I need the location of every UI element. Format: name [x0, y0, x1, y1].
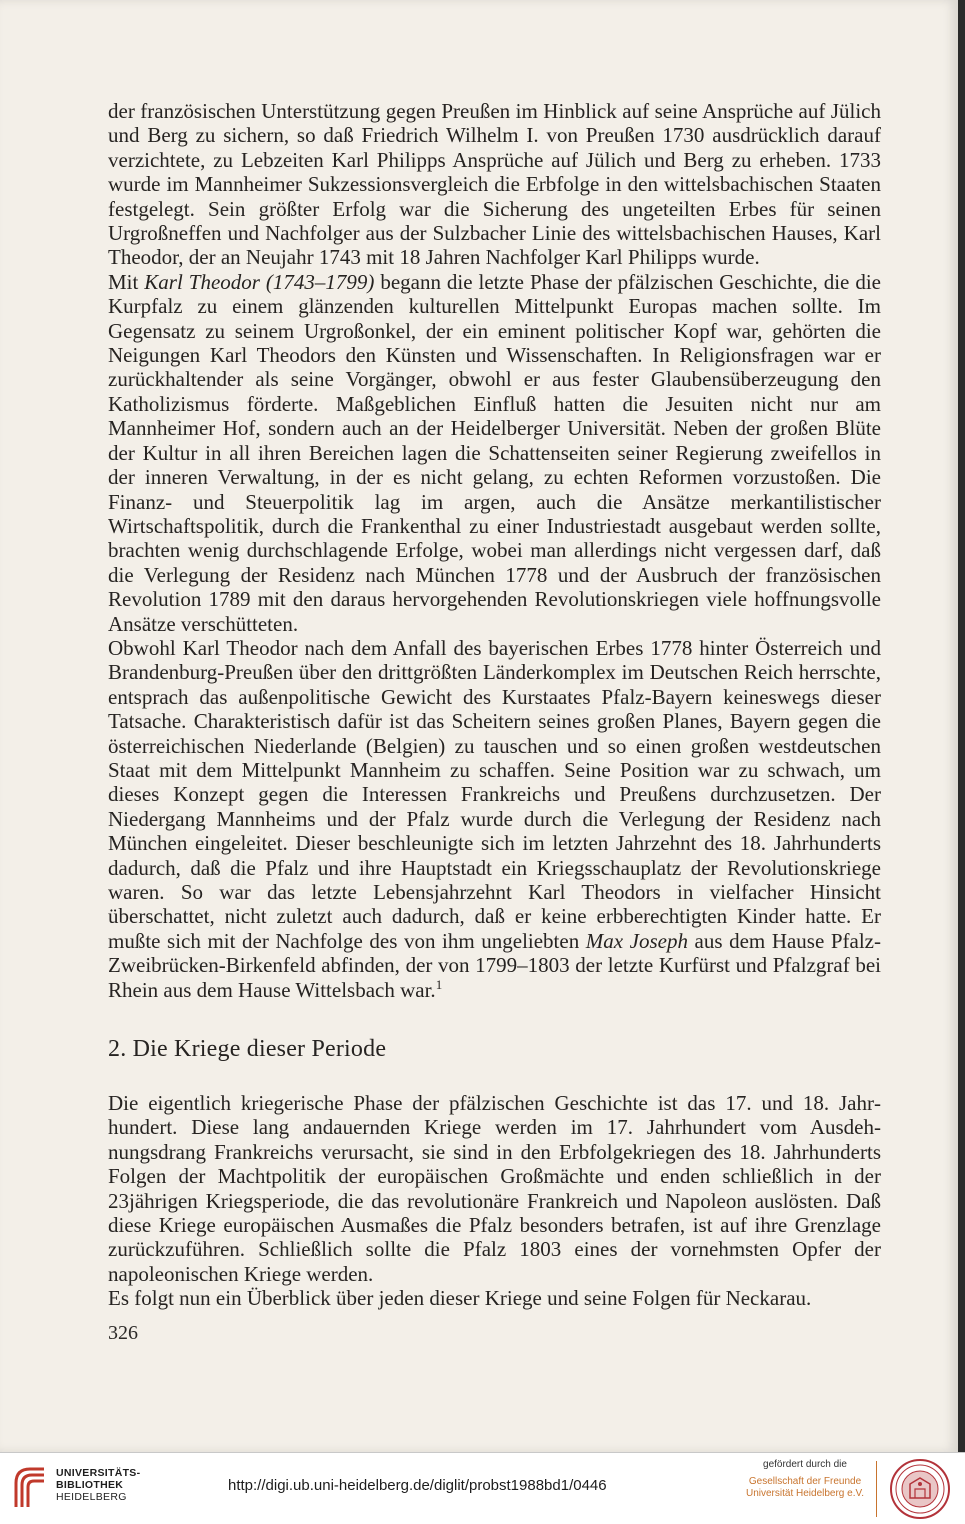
text-run: Es folgt nun ein Überblick über jeden dieser Kriege und seine Folgen für Neckarau. [108, 1286, 812, 1311]
footnote-marker: 1 [435, 976, 443, 992]
page-edge-shadow [958, 0, 965, 1452]
viewer-footer [0, 1452, 965, 1524]
university-seal-icon[interactable] [888, 1458, 952, 1520]
text-run: Obwohl Karl Theodor nach dem Anfall des bayerischen Erbes 1778 hinter Österreich und Brandenburg-Preußen über den drittgrößten Länderkomplex im Deutschen Reich herrschte, entsprach das außenpolitische Gewicht des Kurstaates Pfalz-Bayern keineswegs dieser Tatsache. Charakteristisch dafür ist das Scheitern seines großen Planes, Bayern gegen die österreichischen Niederlande (Belgien) zu tauschen und so einen großen westdeutschen Staat mit dem Mittelpunkt Mannheim zu schaffen. Seine Position war zu schwach, um dieses Konzept gegen die Interessen Frankreichs und Preußens durchzusetzen. Der Niedergang Mannheims und der Pfalz wurde durch die Verlegung der Residenz nach München eingeleitet. Dieser beschleunigte sich im letzten Jahrzehnt des 18. Jahrhunderts dadurch, daß die Pfalz und ihre Hauptstadt ein Kriegsschauplatz der Revolutionskriege waren. So war das letzte Lebensjahrzehnt Karl Theodors in vielfacher Hinsicht überschattet, nicht zuletzt auch dadurch, daß er keine erbberechtigten Kinder hatte. Er mußte sich mit der Nachfolge des von ihm ungeliebten [108, 635, 881, 953]
italic-name: Karl Theodor (1743–1799) [144, 269, 375, 294]
text-run: Mit [108, 269, 145, 294]
paragraph-p4 [108, 1091, 881, 1286]
section-heading: 2. Die Kriege dieser Periode [108, 1036, 387, 1062]
page-number: 326 [108, 1322, 138, 1344]
paragraph-p2 [108, 270, 881, 636]
library-name-line-2: BIBLIOTHEK [56, 1479, 124, 1491]
paragraph-p3 [108, 636, 881, 1002]
body-text-section-2 [108, 1091, 881, 1311]
sponsor-line-2: Universität Heidelberg e.V. [745, 1488, 865, 1499]
text-run: begann die letzte Phase der pfälzischen Geschichte, die die Kurpfalz zu einem glänzenden kulturellen Mittelpunkt Europas machen sollte. Im Gegensatz zu seinem Urgroßonkel, der ein eminent politischer Kopf war, gehörten die Neigungen Karl Theodors den Künsten und Wissenschaften. In Religionsfragen war er zurückhaltender als seine Vorgänger, obwohl er aus fester Glaubensüberzeugung den Katholizismus förderte. Maßgeblichen Einfluß hatten die Jesuiten nicht nur am Mannheimer Hof, sondern auch an der Heidelberger Universität. Neben der großen Blüte der Kultur in all ihren Bereichen lagen die Schattenseiten seiner Regierung zweifellos in der inneren Verwaltung, in der es nicht gelang, zu echten Reformen vorzustoßen. Die Finanz- und Steuerpolitik lag im argen, auch die Ansätze merkantilistischer Wirtschaftspolitik, durch die Frankenthal zu einer Industriestadt ausgebaut werden sollte, brachten wenig durchschlagende Erfolge, wobei man allerdings nicht vergessen darf, daß die Verlegung der Residenz nach München 1778 und der Ausbruch der französischen Revolution 1789 mit den daraus hervorgehenden Revolutionskriegen viele hoffnungsvolle Ansätze verschütteten. [108, 269, 881, 636]
text-run: Die eigentlich kriegerische Phase der pfälzischen Geschichte ist das 17. und 18. Jahrhundert. Diese lang andauernden Kriege werden im 17. Jahrhundert vom Ausdehnungsdrang Frankreichs verursacht, sie sind in den Erbfolgekriegen des 18. Jahrhunderts Folgen der Machtpolitik der europäischen Großmächte und enden schließlich in der 23jährigen Kriegsperiode, die das revolutionäre Frankreich und Napoleon auslösten. Daß diese Kriege europäischen Ausmaßes die Pfalz besonders betrafen, ist auf ihre Grenzlage zurückzuführen. Schließlich sollte die Pfalz 1803 eines der vornehmsten Opfer der napoleonischen Kriege werden. [108, 1091, 881, 1286]
sponsor-caption: gefördert durch die [763, 1459, 847, 1470]
ub-heidelberg-logo-icon[interactable] [10, 1463, 50, 1511]
text-run: aus dem Hause Pfalz-Zweibrücken-Birkenfeld abfinden, der von 1799–1803 der letzte Kurfürst und Pfalzgraf bei Rhein aus dem Hause Wittelsbach war. [108, 928, 881, 1002]
library-name[interactable] [56, 1467, 140, 1503]
sponsor-line-1: Gesellschaft der Freunde [748, 1476, 862, 1487]
sponsor-divider [876, 1461, 877, 1517]
sponsor-credit[interactable] [740, 1459, 870, 1500]
library-name-line-3: HEIDELBERG [56, 1491, 127, 1503]
permalink-url[interactable]: http://digi.ub.uni-heidelberg.de/diglit/probst1988bd1/0446 [228, 1477, 607, 1494]
paragraph-p1 [108, 99, 881, 270]
paragraph-p5 [108, 1286, 881, 1310]
library-name-line-1: UNIVERSITÄTS- [56, 1467, 141, 1479]
body-text-section-1 [108, 99, 881, 1002]
text-run: der französischen Unterstützung gegen Preußen im Hinblick auf seine Ansprüche auf Jülich und Berg zu sichern, so daß Friedrich Wilhelm I. von Preußen 1730 ausdrücklich darauf verzichtete, zu Lebzeiten Karl Philipps Ansprüche auf Jülich und Berg zu erheben. 1733 wurde im Mannheimer Sukzessionsvergleich die Erbfolge in den wittelsbachischen Staaten festgelegt. Sein größter Erfolg war die Sicherung des ungeteilten Erbes für seinen Urgroßneffen und Nachfolger aus der Sulzbacher Linie des wittelsbachischen Hauses, Karl Theodor, der an Neujahr 1743 mit 18 Jahren Nachfolger Karl Philipps wurde. [108, 99, 881, 270]
italic-name: Max Joseph [585, 928, 688, 953]
